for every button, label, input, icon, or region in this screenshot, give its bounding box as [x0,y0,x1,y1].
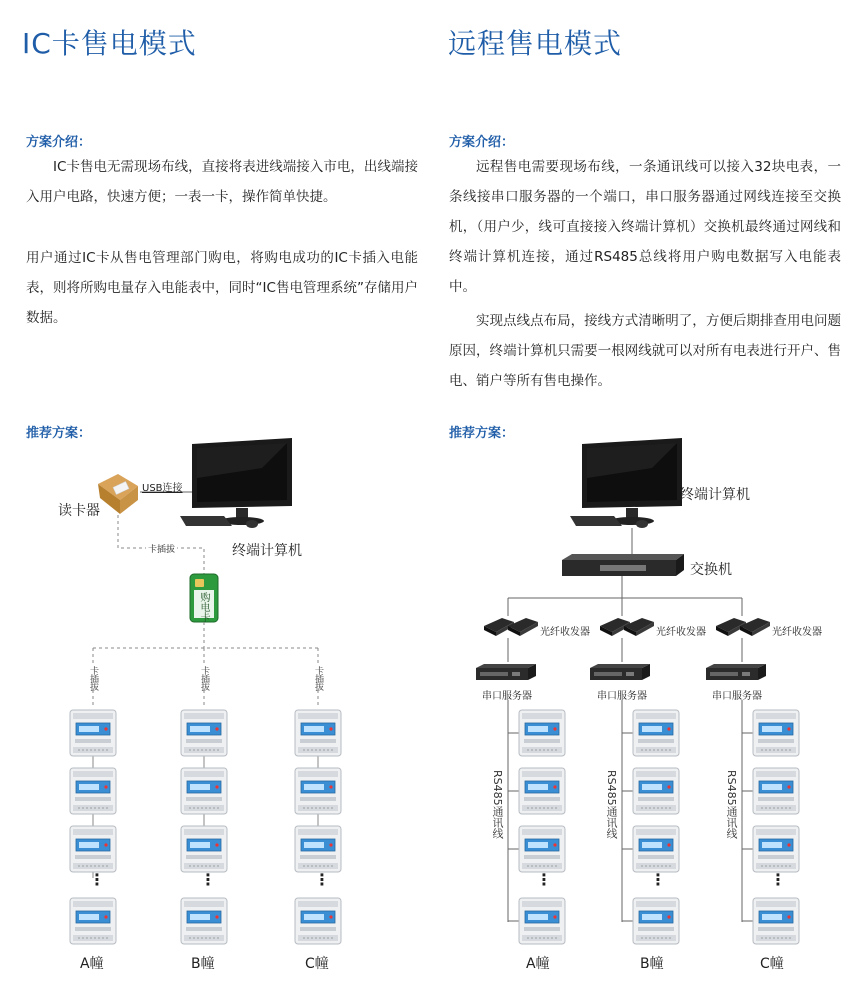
right-dots-b: ⋮ [650,870,666,889]
left-recommend-heading: 推荐方案： [26,426,92,441]
left-paragraph-2: 用户通过IC卡从售电管理部门购电，将购电成功的IC卡插入电能表，则将所购电量存入电能表中，同时“IC售电管理系统”存储用户数据。 [26,250,418,326]
right-recommend-heading: 推荐方案： [449,426,515,441]
fiber-label-1: 光纤收发器 [540,627,590,638]
card-insert-a-label: 卡插拔 [88,666,98,690]
right-paragraph-2: 实现点线点布局，接线方式清晰明了，方便后期排查用电问题原因，终端计算机只需要一根网线就可以对所有电表进行开户、售电、销户等所有售电操作。 [449,313,841,389]
right-dots-a: ⋮ [536,870,552,889]
right-building-c: C幢 [760,956,784,972]
rs485-label-c: RS485通讯线 [725,770,738,839]
left-dots-c: ⋮ [314,870,330,889]
card-reader-device [98,474,138,514]
left-computer-label: 终端计算机 [232,543,302,559]
right-building-b: B幢 [640,956,664,972]
rs485-label-a: RS485通讯线 [491,770,504,839]
right-dots-c: ⋮ [770,870,786,889]
card-insert-label: 卡插拔 [146,542,177,555]
left-dots-a: ⋮ [89,870,105,889]
left-title: IC卡售电模式 [22,27,197,60]
left-building-a: A幢 [80,956,104,972]
left-computer-icon [192,438,292,525]
right-title: 远程售电模式 [448,27,623,60]
right-intro-heading: 方案介绍： [449,135,515,150]
right-building-a: A幢 [526,956,550,972]
fiber-label-2: 光纤收发器 [656,627,706,638]
rs485-label-b: RS485通讯线 [605,770,618,839]
card-reader-label: 读卡器 [58,503,100,519]
serial-label-1: 串口服务器 [482,691,532,702]
left-paragraph-1: IC卡售电无需现场布线，直接将表进线端接入市电，出线端接入用户电路，快速方便；一表一卡，操作简单快捷。 [26,159,418,205]
serial-label-2: 串口服务器 [597,691,647,702]
serial-label-3: 串口服务器 [712,691,762,702]
right-computer-icon [582,438,682,525]
left-building-b: B幢 [191,956,215,972]
left-intro-heading: 方案介绍： [26,135,92,150]
fiber-label-3: 光纤收发器 [772,627,822,638]
left-dots-b: ⋮ [200,870,216,889]
left-building-c: C幢 [305,956,329,972]
card-insert-c-label: 卡插拔 [313,666,323,690]
right-computer-label: 终端计算机 [680,487,750,503]
card-insert-b-label: 卡插拔 [199,666,209,690]
purchase-card-label: 购电卡 [198,592,209,622]
right-paragraph-1: 远程售电需要现场布线，一条通讯线可以接入32块电表，一条线接串口服务器的一个端口，串口服务器通过网线连接至交换机，（用户少，线可直接接入终端计算机）交换机最终通过网线和终端计算机连接，通过RS485总线将用户购电数据写入电能表中。 [449,159,841,295]
switch-label: 交换机 [690,562,732,578]
usb-link-label: USB连接 [142,483,183,494]
switch-device [562,554,684,576]
